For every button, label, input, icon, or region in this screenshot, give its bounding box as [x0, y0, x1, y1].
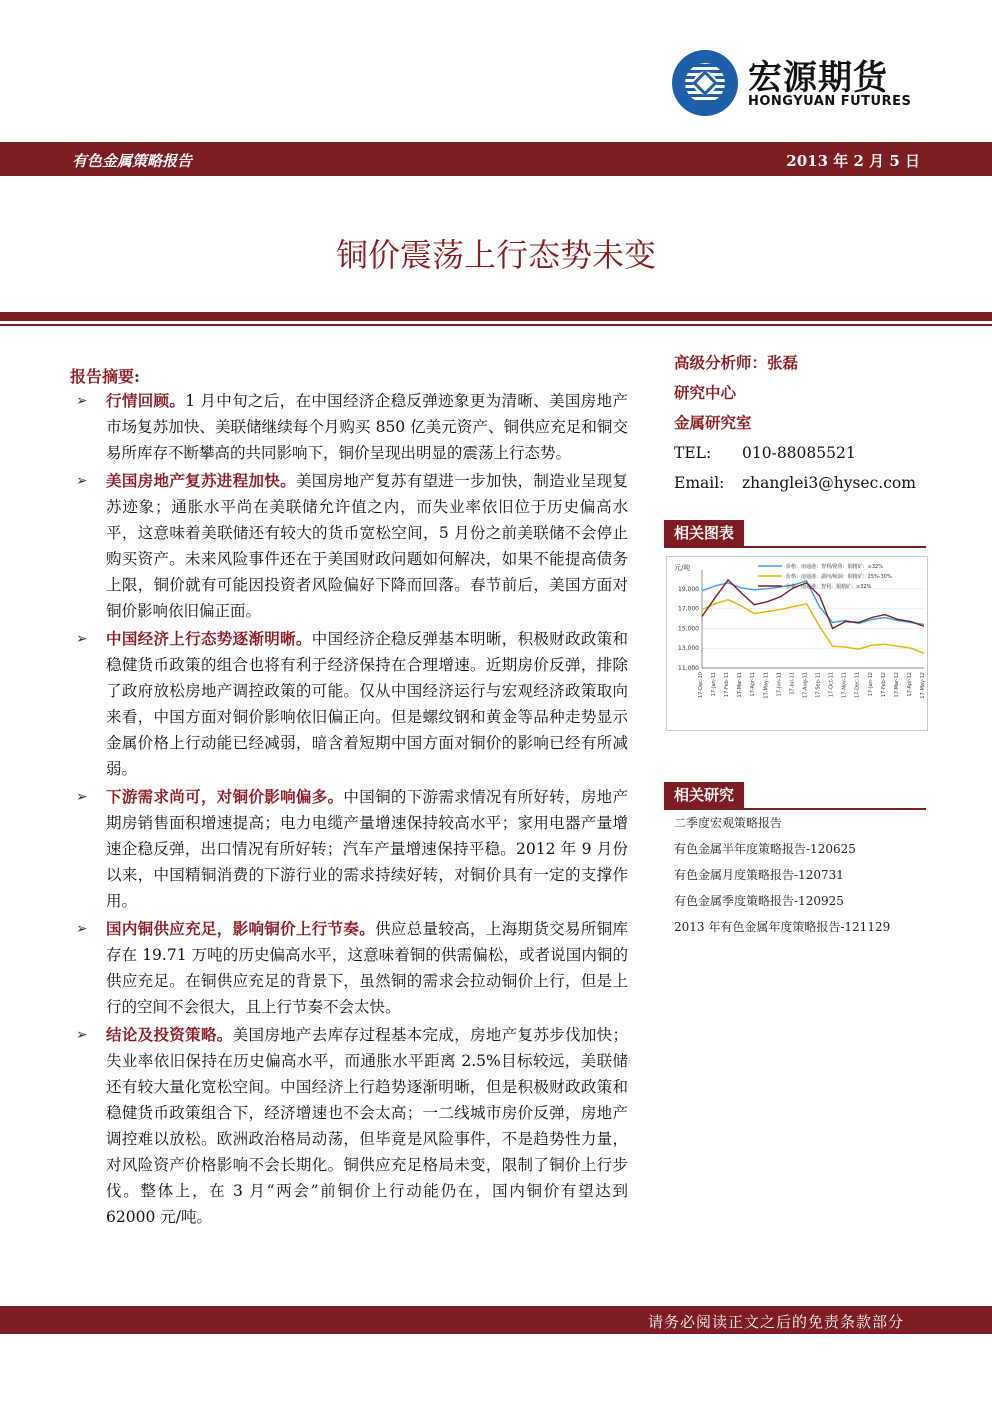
bullet-arrow-icon: ➢ — [76, 1027, 88, 1043]
tel-label: TEL: — [674, 444, 712, 462]
analyst-dept: 研究中心 — [674, 383, 737, 402]
chart-frame — [667, 557, 928, 731]
disclaimer-note: 请务必阅读正文之后的免责条款部分 — [647, 1313, 904, 1331]
tel-value: 010-88085521 — [742, 444, 856, 462]
bullet-heading: 行情回顾。 — [106, 391, 186, 410]
summary-bullet — [70, 388, 628, 466]
analyst-info — [674, 348, 924, 498]
analyst-team: 金属研究室 — [674, 413, 752, 432]
y-tick-label: 15,000 — [678, 625, 699, 633]
x-tick-label: 17-Mar-11 — [737, 672, 744, 698]
bullet-body: 中国铜的下游需求情况有所好转，房地产期房销售面积增速提高；电力电缆产量增速保持较高水平；家用电器产量增速企稳反弹，出口情况有所好转；汽车产量增速保持平稳。2012 年 9 月份以来，中国精铜消费的下游行业的需求持续好转，对铜价具有一定的支撑作用。 — [106, 788, 628, 910]
research-item[interactable]: 有色金属季度策略报告-120925 — [674, 894, 844, 908]
title-divider — [0, 312, 992, 321]
analyst-email — [674, 468, 924, 498]
summary-bullets — [70, 388, 628, 1232]
x-tick-label: 17-Apr-11 — [750, 672, 757, 697]
logo-name-en: HONGYUAN FUTURES — [748, 94, 912, 109]
bullet-arrow-icon: ➢ — [76, 473, 88, 489]
x-tick-label: 17-Nov-11 — [841, 672, 848, 698]
legend-label: 价格：南通港：智利：铜精矿：≥32% — [786, 584, 872, 590]
bullet-body: 1 月中旬之后，在中国经济企稳反弹迹象更为清晰、美国房地产市场复苏加快、美联储继续每个月购买 850 亿美元资产、铜供应充足和铜交易所库存不断攀高的共同影响下，铜价呈现出明显的震荡上行态势。 — [106, 392, 628, 462]
summary-heading: 报告摘要: — [70, 367, 140, 386]
bullet-heading: 美国房地产复苏进程加快。 — [106, 471, 296, 490]
title-divider-thin — [0, 324, 992, 326]
bullet-body: 美国房地产复苏有望进一步加快，制造业呈现复苏迹象；通胀水平尚在美联储允许值之内，而失业率依旧位于历史偏高水平，这意味着美联储还有较大的货币宽松空间，5 月份之前美联储不会停止购买资产。未来风险事件还在于美国财政问题如何解决，如果不能提高债务上限，铜价就有可能因投资者风险偏好下降而回落。春节前后，美国方面对铜价影响依旧偏正面。 — [106, 472, 628, 620]
y-axis-label: 元/吨 — [674, 564, 691, 572]
bullet-heading: 中国经济上行态势逐渐明晰。 — [106, 629, 312, 648]
bullet-heading: 国内铜供应充足，影响铜价上行节奏。 — [106, 919, 376, 938]
report-date: 2013 年 2 月 5 日 — [786, 152, 920, 170]
x-tick-label: 17-Jul-11 — [789, 672, 796, 695]
summary-bullet — [70, 916, 628, 1020]
email-label: Email: — [674, 474, 725, 492]
research-item[interactable]: 2013 年有色金属年度策略报告-121129 — [674, 920, 891, 934]
report-category: 有色金属策略报告 — [72, 152, 193, 170]
bullet-body: 美国房地产去库存过程基本完成，房地产复苏步伐加快；失业率依旧保持在历史偏高水平，而通胀水平距离 2.5%目标较远，美联储还有较大量化宽松空间。中国经济上行趋势逐渐明晰，但是积极财政政策和稳健货币政策组合下，经济增速也不会太高；一二线城市房价反弹，房地产调控难以放松。欧洲政治格局动荡，但毕竟是风险事件，不是趋势性力量，对风险资产价格影响不会长期化。铜供应充足格局未变，限制了铜价上行步伐。整体上，在 3 月“两会”前铜价上行动能仍在，国内铜价有望达到 62000 元/吨。 — [106, 1026, 628, 1226]
related-research-label: 相关研究 — [664, 782, 744, 808]
bullet-heading: 下游需求尚可，对铜价影响偏多。 — [106, 787, 344, 806]
x-tick-label: 17-May-11 — [763, 672, 770, 699]
x-tick-label: 17-Oct-11 — [828, 672, 835, 698]
x-tick-label: 17-Sep-11 — [815, 672, 822, 698]
bullet-arrow-icon: ➢ — [76, 921, 88, 937]
x-tick-label: 17-Aug-11 — [802, 672, 809, 698]
y-tick-label: 19,000 — [678, 585, 699, 593]
x-tick-label: 17-Jan-11 — [711, 672, 718, 697]
research-item[interactable]: 二季度宏观策略报告 — [674, 816, 783, 830]
company-logo — [672, 48, 922, 120]
y-tick-label: 17,000 — [678, 605, 699, 613]
analyst-name: 高级分析师：张磊 — [674, 353, 799, 372]
bullet-body: 中国经济企稳反弹基本明晰，积极财政政策和稳健货币政策的组合也将有利于经济保持在合理增速。近期房价反弹，排除了政府放松房地产调控政策的可能。仅从中国经济运行与宏观经济政策取向来看，中国方面对铜价影响依旧偏正向。但是螺纹钢和黄金等品种走势显示金属价格上行动能已经减弱，暗含着短期中国方面对铜价的影响已经有所减弱。 — [106, 630, 628, 778]
related-research-list — [674, 810, 930, 940]
logo-name-cn: 宏源期货 — [748, 58, 888, 98]
bullet-body: 供应总量较高，上海期货交易所铜库存在 19.71 万吨的历史偏高水平，这意味着铜的供需偏松，或者说国内铜的供应充足。在铜供应充足的背景下，虽然铜的需求会拉动铜价上行，但是上行的空间不会很大，且上行节奏不会太快。 — [106, 920, 628, 1016]
email-value[interactable]: zhanglei3@hysec.com — [742, 474, 916, 492]
x-tick-label: 17-Dec-11 — [854, 672, 861, 699]
bullet-heading: 结论及投资策略。 — [106, 1025, 233, 1044]
x-tick-label: 17-May-12 — [920, 672, 926, 699]
report-title: 铜价震荡上行态势未变 — [335, 236, 656, 274]
x-tick-label: 17-Feb-12 — [880, 672, 887, 698]
related-charts-header — [664, 520, 926, 548]
research-item[interactable]: 有色金属月度策略报告-120731 — [674, 868, 844, 882]
research-item[interactable]: 有色金属半年度策略报告-120625 — [674, 842, 856, 856]
legend-label: 价格：南通港：智利/秘鲁：铜精矿：≥32% — [786, 564, 883, 570]
bullet-arrow-icon: ➢ — [76, 631, 88, 647]
x-tick-label: 17-Jun-11 — [776, 672, 783, 697]
related-charts-label: 相关图表 — [664, 520, 744, 546]
summary-bullet — [70, 784, 628, 914]
legend-label: 价格：南通港：湖河/岷洞：铜精矿：25%-30% — [786, 574, 892, 580]
related-research-header — [664, 782, 926, 810]
summary-bullet — [70, 1022, 628, 1230]
x-tick-label: 17-Dec-10 — [698, 672, 704, 699]
analyst-tel — [674, 438, 924, 468]
footer-bar — [0, 1306, 992, 1334]
y-tick-label: 13,000 — [678, 645, 699, 653]
logo-emblem-icon — [672, 50, 738, 116]
x-tick-label: 17-Feb-11 — [724, 672, 731, 698]
summary-bullet — [70, 468, 628, 624]
bullet-arrow-icon: ➢ — [76, 393, 88, 409]
x-tick-label: 17-Jan-12 — [867, 672, 874, 697]
x-tick-label: 17-Apr-12 — [906, 672, 913, 697]
bullet-arrow-icon: ➢ — [76, 789, 88, 805]
summary-bullet — [70, 626, 628, 782]
header-bar — [0, 142, 992, 176]
x-tick-label: 17-Mar-12 — [893, 672, 900, 698]
copper-price-chart — [666, 556, 928, 731]
y-tick-label: 11,000 — [678, 665, 699, 672]
